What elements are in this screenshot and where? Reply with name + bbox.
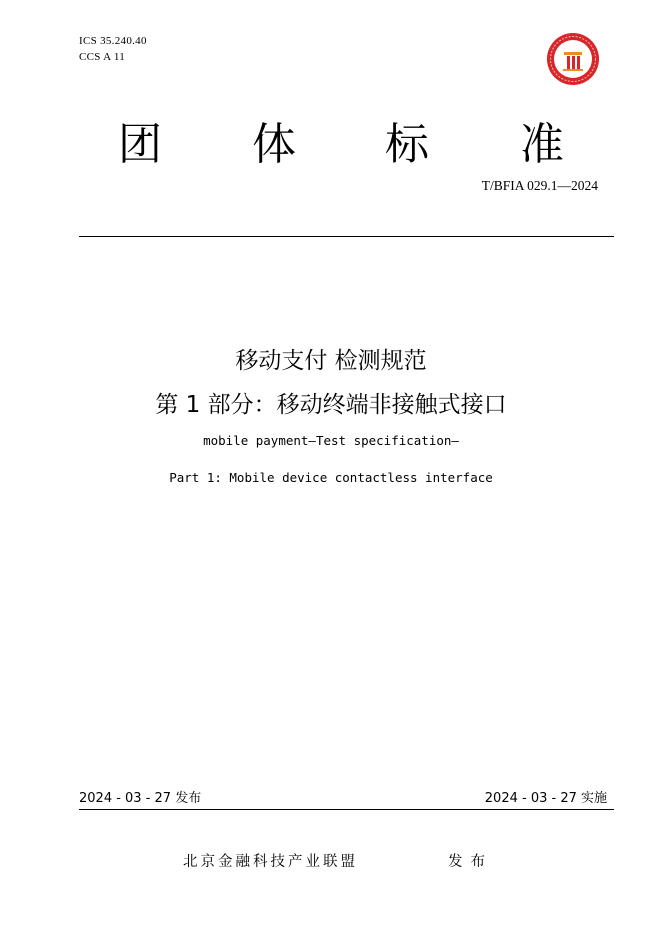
issuer-name: 北京金融科技产业联盟 (183, 854, 358, 870)
standard-type-char: 体 (252, 119, 296, 170)
issuer-action: 发布 (448, 854, 493, 870)
title-en-line1: mobile payment—Test specification— (203, 433, 459, 448)
standard-type-char: 团 (118, 119, 162, 170)
implement-date: 2024 - 03 - 27 实施 (484, 791, 607, 806)
title-cn-line2: 第 1 部分：移动终端非接触式接口 (155, 392, 507, 418)
standard-type-char: 准 (520, 119, 564, 170)
bfia-seal-icon (546, 32, 600, 86)
standard-number: T/BFIA 029.1—2024 (481, 178, 598, 193)
top-divider (79, 236, 614, 237)
title-cn-line1: 移动支付 检测规范 (235, 348, 427, 374)
ics-code: ICS 35.240.40 (79, 35, 147, 47)
title-en-line2: Part 1: Mobile device contactless interface (169, 470, 493, 485)
publish-date: 2024 - 03 - 27 发布 (79, 791, 202, 806)
standard-type-char: 标 (385, 119, 429, 170)
ccs-code: CCS A 11 (79, 51, 126, 63)
bottom-divider (79, 809, 614, 810)
